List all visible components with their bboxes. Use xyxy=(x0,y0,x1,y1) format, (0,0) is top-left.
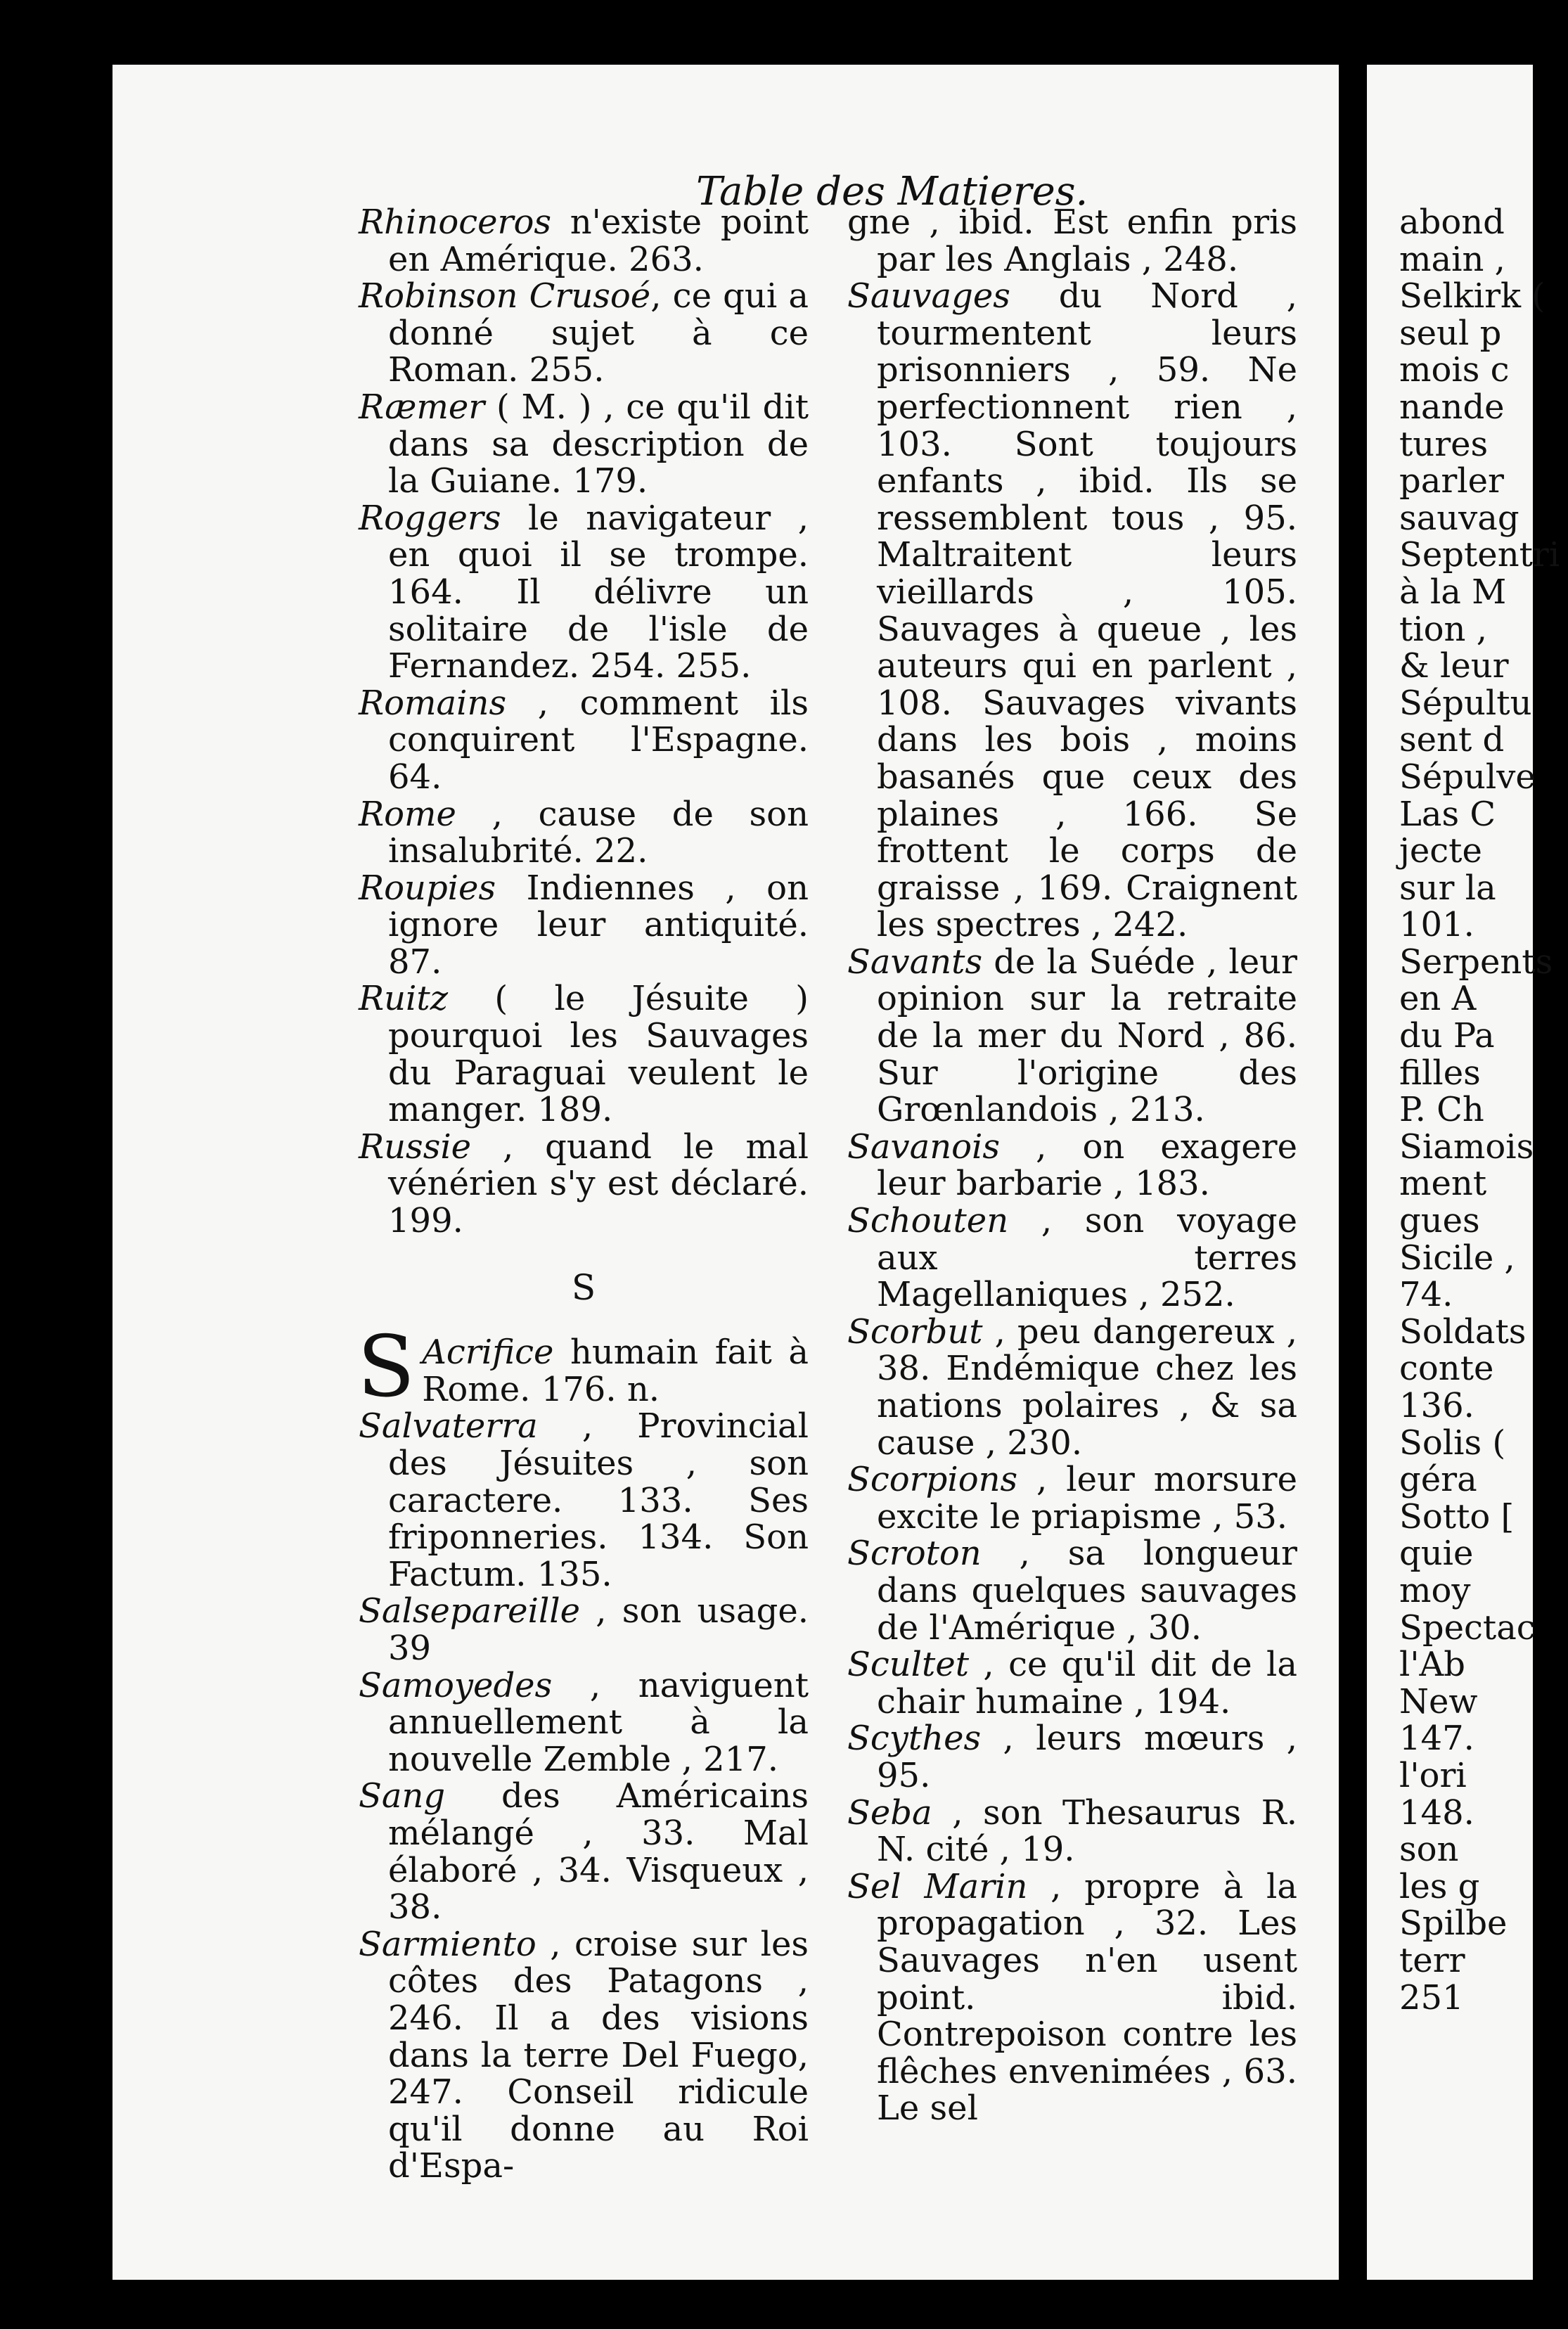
index-entry xyxy=(847,1311,1297,1463)
right-page-text-fragment: Selkirk ( xyxy=(1399,276,1545,316)
index-headword: Romains xyxy=(359,683,507,723)
index-entry-text: , son voyage aux terres Magellaniques , 252. xyxy=(877,1201,1297,1315)
right-page-text-fragment: l'ori xyxy=(1399,1755,1467,1795)
index-entry xyxy=(359,1593,809,1667)
index-entry xyxy=(847,1792,1297,1870)
index-headword: Schouten xyxy=(847,1201,1009,1241)
index-headword: Sel Marin xyxy=(847,1866,1028,1906)
index-entry-text: Indiennes , on ignore leur antiquité. 87. xyxy=(388,868,809,982)
index-entry xyxy=(359,1129,809,1240)
index-headword: Scorpions xyxy=(847,1460,1018,1500)
index-entry-text: n'existe point en Amérique. 263. xyxy=(388,203,809,279)
right-page-text-fragment: P. Ch xyxy=(1399,1090,1484,1130)
index-entry-text: gne , ibid. Est enfin pris par les Anglais , 248. xyxy=(847,203,1297,279)
index-entry-text: , son usage. 39 xyxy=(388,1591,809,1668)
right-page-text-fragment: gues xyxy=(1399,1201,1480,1241)
index-entry xyxy=(847,944,1297,1129)
index-headword: Ræmer xyxy=(359,387,485,427)
right-page-text-fragment: Septentri xyxy=(1399,535,1560,575)
index-column-middle xyxy=(847,204,1297,2127)
right-page-text-fragment: en A xyxy=(1399,979,1477,1019)
index-entry xyxy=(359,278,809,389)
index-headword: Scythes xyxy=(847,1719,982,1759)
right-page-text-fragment: conte xyxy=(1399,1349,1494,1389)
index-headword: Sarmiento xyxy=(359,1924,536,1964)
right-page-text-fragment: l'Ab xyxy=(1399,1645,1465,1685)
right-page-text-fragment: terr xyxy=(1399,1940,1465,1980)
right-page-text-fragment: 148. xyxy=(1399,1792,1474,1833)
index-headword: Savanois xyxy=(847,1127,1001,1167)
right-page-text-fragment: filles xyxy=(1399,1053,1481,1093)
right-page-text-fragment: Sicile , xyxy=(1399,1238,1515,1278)
right-page-text-fragment: Sotto [ xyxy=(1399,1496,1515,1536)
index-entry-text: , naviguent annuellement à la nouvelle Zemble , 217. xyxy=(388,1665,809,1779)
index-entry xyxy=(847,204,1297,278)
index-headword: Rome xyxy=(359,794,456,834)
right-page-text-fragment: Serpents xyxy=(1399,942,1553,982)
index-entry xyxy=(847,1202,1297,1314)
index-entry-text: , sa longueur dans quelques sauvages de l'Amérique , 30. xyxy=(877,1534,1297,1648)
index-headword: Scroton xyxy=(847,1534,982,1574)
index-entry-text: , leur morsure excite le priapisme , 53. xyxy=(877,1460,1297,1536)
right-page-text-fragment: New xyxy=(1399,1681,1478,1721)
index-entry-text: , croise sur les côtes des Patagons , 246. Il a des visions dans la terre Del Fuego, 247. Conseil ridicule qu'il donne au Roi d'Espa- xyxy=(388,1924,809,2186)
index-entry xyxy=(847,1535,1297,1646)
index-entry xyxy=(357,1319,809,1417)
index-entry-text: , quand le mal vénérien s'y est déclaré. 199. xyxy=(388,1127,809,1241)
index-entry-text: des Américains mélangé , 33. Mal élaboré , 34. Visqueux , 38. xyxy=(388,1776,809,1927)
index-headword: Robinson Crusoé xyxy=(359,276,651,316)
right-page-text-fragment: du Pa xyxy=(1399,1016,1495,1056)
index-headword: Rhinoceros xyxy=(359,203,551,242)
index-entry xyxy=(359,1926,809,2185)
right-page-text-fragment: géra xyxy=(1399,1460,1477,1500)
index-headword: Seba xyxy=(847,1792,932,1833)
index-headword: Savants xyxy=(847,942,983,982)
index-headword: Russie xyxy=(359,1127,472,1167)
index-headword: Ruitz xyxy=(359,979,448,1019)
index-entry xyxy=(847,1646,1297,1720)
index-entry xyxy=(359,1667,809,1778)
right-page-text-fragment: Solis ( xyxy=(1399,1423,1506,1463)
right-page-text-fragment: 147. xyxy=(1399,1719,1474,1759)
index-entry xyxy=(847,1720,1297,1794)
index-entry xyxy=(359,685,809,796)
index-entry-text: ( le Jésuite ) pourquoi les Sauvages du Paraguai veulent le manger. 189. xyxy=(388,979,809,1130)
index-headword: Samoyedes xyxy=(359,1665,553,1705)
index-entry xyxy=(359,389,809,500)
index-entry-text: le navigateur , en quoi il se trompe. 164. Il délivre un solitaire de l'isle de Fernandez. 254. 255. xyxy=(388,498,809,686)
right-page-text-fragment: à la M xyxy=(1399,572,1507,612)
index-entry-text: , son Thesaurus R. N. cité , 19. xyxy=(877,1792,1297,1870)
index-entry-text: , ce qu'il dit de la chair humaine , 194. xyxy=(877,1645,1297,1721)
right-page-text-fragment: son xyxy=(1399,1830,1459,1870)
right-page-text-fragment: sauvag xyxy=(1399,498,1519,538)
index-entry xyxy=(847,1129,1297,1202)
index-entry-text: , on exagere leur barbarie , 183. xyxy=(877,1127,1297,1204)
right-page-text-fragment: les g xyxy=(1399,1866,1480,1906)
right-page-text-fragment: tures xyxy=(1399,424,1489,464)
index-headword: Roupies xyxy=(359,868,496,908)
right-page-text-fragment: Las C xyxy=(1399,794,1496,834)
index-headword: Sang xyxy=(359,1776,446,1816)
index-entry-text: , peu dangereux , 38. Endémique chez les nations polaires , & sa cause , 230. xyxy=(877,1311,1297,1463)
index-column-right-fragment xyxy=(1399,204,1568,2016)
right-page-text-fragment: & leur xyxy=(1399,646,1509,686)
index-entry-text: , leurs mœurs , 95. xyxy=(877,1719,1297,1795)
right-page-text-fragment: Sépulve xyxy=(1399,757,1536,797)
index-headword: Salsepareille xyxy=(359,1591,581,1631)
index-entry xyxy=(359,796,809,870)
index-headword: Scultet xyxy=(847,1645,970,1685)
right-page-text-fragment: mois c xyxy=(1399,350,1510,390)
right-page-text-fragment: Soldats xyxy=(1399,1311,1527,1352)
right-page-text-fragment: 251 xyxy=(1399,1977,1464,2017)
index-entry xyxy=(847,1461,1297,1535)
section-letter: S xyxy=(571,1266,596,1308)
index-entry xyxy=(359,870,809,981)
right-page-text-fragment: abond xyxy=(1399,203,1505,242)
right-page-text-fragment: Sépultu xyxy=(1399,683,1532,723)
right-page-text-fragment: moy xyxy=(1399,1570,1471,1610)
index-headword: Acrifice xyxy=(422,1333,554,1373)
right-page-text-fragment: ment xyxy=(1399,1164,1487,1204)
index-entry-text: , cause de son insalubrité. 22. xyxy=(388,794,809,871)
index-entry-text: , comment ils conquirent l'Espagne. 64. xyxy=(388,683,809,797)
index-headword: Scorbut xyxy=(847,1311,983,1352)
right-page-text-fragment: Spectac xyxy=(1399,1608,1536,1648)
index-entry xyxy=(359,1778,809,1925)
index-entry-text: ( M. ) , ce qu'il dit dans sa description de la Guiane. 179. xyxy=(388,387,809,501)
right-page-text-fragment: 101. xyxy=(1399,905,1474,945)
right-page-text-fragment: Spilbe xyxy=(1399,1904,1508,1944)
right-page-text-fragment: seul p xyxy=(1399,313,1502,353)
right-page-text-fragment: 136. xyxy=(1399,1386,1474,1425)
right-page-text-fragment: nande xyxy=(1399,387,1505,427)
right-page-text-fragment: quie xyxy=(1399,1534,1474,1574)
index-entry-text: , propre à la propagation , 32. Les Sauvages n'en usent point. ibid. Contrepoison contre les flêches envenimées , 63. Le sel xyxy=(877,1866,1298,2129)
right-page-text-fragment: sent d xyxy=(1399,720,1505,760)
index-column-left xyxy=(359,204,809,2185)
index-entry xyxy=(359,980,809,1128)
index-headword: Sauvages xyxy=(847,276,1010,316)
right-page-text-fragment: jecte xyxy=(1399,831,1482,871)
right-page-text-fragment: Siamois xyxy=(1399,1127,1534,1167)
index-entry xyxy=(847,278,1297,944)
right-page-text-fragment: sur la xyxy=(1399,868,1496,908)
index-entry xyxy=(359,204,809,278)
index-entry-text: , Provincial des Jésuites , son caractere. 133. Ses friponneries. 134. Son Factum. 135. xyxy=(388,1406,809,1594)
index-entry-text: du Nord , tourmentent leurs prisonniers , 59. Ne perfectionnent rien , 103. Sont toujours enfants , ibid. Ils se ressemblent tous , 95. Maltraitent leurs vieillards , 105. Sauvages à queue , les auteurs qui en parlent , 108. Sauvages vivants dans les bois , moins basanés que ceux des plaines , 166. Se frottent le corps de graisse , 169. Craignent les spectres , 242. xyxy=(877,276,1297,945)
drop-cap: S xyxy=(357,1319,416,1417)
right-page-text-fragment: tion , xyxy=(1399,609,1487,649)
index-entry-text: humain fait à Rome. 176. n. xyxy=(422,1333,809,1409)
index-entry xyxy=(359,1408,809,1593)
index-entry-text: , ce qui a donné sujet à ce Roman. 255. xyxy=(388,276,809,390)
index-entry xyxy=(847,1868,1297,2127)
index-entry-text: de la Suéde , leur opinion sur la retraite de la mer du Nord , 86. Sur l'origine des Grœnlandois , 213. xyxy=(877,942,1297,1130)
index-headword: Salvaterra xyxy=(359,1406,538,1446)
right-page-text-fragment: parler xyxy=(1399,461,1504,501)
index-headword: Roggers xyxy=(359,498,501,538)
right-page-text-fragment: main , xyxy=(1399,239,1505,279)
index-entry xyxy=(359,500,809,685)
right-page-text-fragment: 74. xyxy=(1399,1275,1453,1315)
page-header: Table des Matieres. xyxy=(696,169,1088,214)
